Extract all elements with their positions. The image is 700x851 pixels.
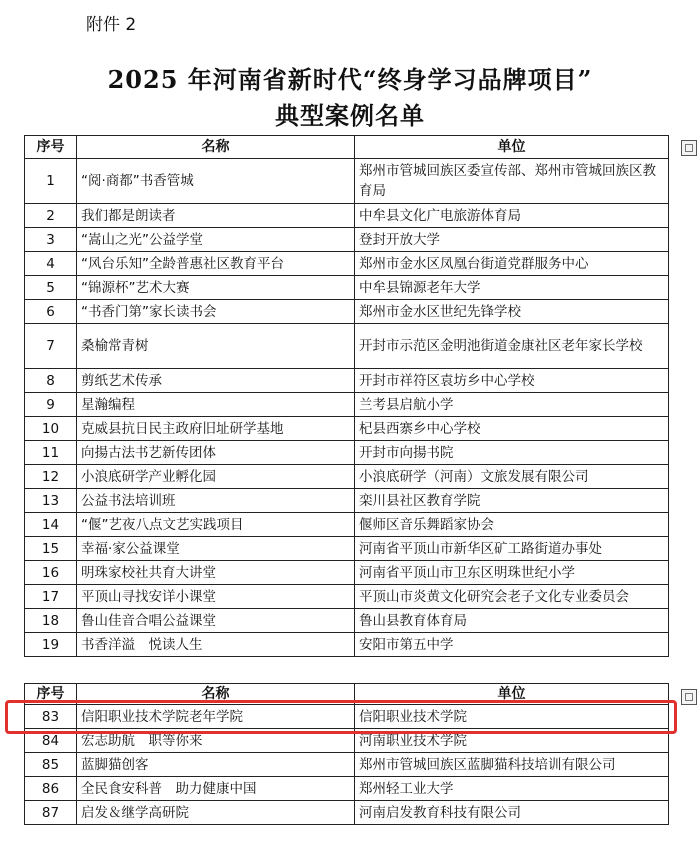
table-row <box>25 585 669 609</box>
table-row <box>25 228 669 252</box>
document-title: 2025 年河南省新时代“终身学习品牌项目” <box>107 65 593 94</box>
row-unit: 郑州轻工业大学 <box>355 777 669 801</box>
row-name: 宏志助航 职等你来 <box>77 729 355 753</box>
row-number: 1 <box>25 159 77 204</box>
row-number: 13 <box>25 489 77 513</box>
row-name: 小浪底研学产业孵化园 <box>77 465 355 489</box>
row-unit: 小浪底研学（河南）文旅发展有限公司 <box>355 465 669 489</box>
table-row <box>25 369 669 393</box>
row-unit: 郑州市金水区世纪先锋学校 <box>355 300 669 324</box>
row-unit: 栾川县社区教育学院 <box>355 489 669 513</box>
document-subtitle: 典型案例名单 <box>275 101 425 130</box>
row-number: 84 <box>25 729 77 753</box>
table-row <box>25 393 669 417</box>
column-header-unit: 单位 <box>355 136 669 159</box>
row-number: 9 <box>25 393 77 417</box>
row-unit: 偃师区音乐舞蹈家协会 <box>355 513 669 537</box>
row-number: 5 <box>25 276 77 300</box>
table-row <box>25 777 669 801</box>
column-header-number: 序号 <box>25 684 77 705</box>
row-number: 86 <box>25 777 77 801</box>
row-number: 12 <box>25 465 77 489</box>
row-name: 星瀚编程 <box>77 393 355 417</box>
table-row <box>25 633 669 657</box>
row-unit: 郑州市管城回族区委宣传部、郑州市管城回族区教育局 <box>355 159 669 204</box>
row-unit: 登封开放大学 <box>355 228 669 252</box>
table-row <box>25 537 669 561</box>
table-row <box>25 801 669 825</box>
row-name: 向揚古法书艺新传团体 <box>77 441 355 465</box>
row-name: 鲁山佳音合唱公益课堂 <box>77 609 355 633</box>
row-number: 83 <box>25 705 77 729</box>
table-row <box>25 465 669 489</box>
row-number: 8 <box>25 369 77 393</box>
row-unit: 平顶山市炎黄文化研究会老子文化专业委员会 <box>355 585 669 609</box>
row-number: 19 <box>25 633 77 657</box>
table-row <box>25 159 669 204</box>
row-number: 11 <box>25 441 77 465</box>
table-row <box>25 204 669 228</box>
row-name: 信阳职业技术学院老年学院 <box>77 705 355 729</box>
row-name: “锦源杯”艺术大赛 <box>77 276 355 300</box>
row-name: 克威县抗日民主政府旧址研学基地 <box>77 417 355 441</box>
table-handle-icon[interactable] <box>681 140 697 156</box>
table-row <box>25 489 669 513</box>
row-name: 剪纸艺术传承 <box>77 369 355 393</box>
row-number: 18 <box>25 609 77 633</box>
row-unit: 郑州市管城回族区蓝脚猫科技培训有限公司 <box>355 753 669 777</box>
highlight-box <box>5 700 677 734</box>
row-number: 17 <box>25 585 77 609</box>
row-number: 4 <box>25 252 77 276</box>
row-unit: 中牟县文化广电旅游体育局 <box>355 204 669 228</box>
row-name: 桑榆常青树 <box>77 324 355 369</box>
row-name: 书香洋溢 悦读人生 <box>77 633 355 657</box>
row-name: 全民食安科普 助力健康中国 <box>77 777 355 801</box>
row-unit: 开封市示范区金明池街道金康社区老年家长学校 <box>355 324 669 369</box>
row-unit: 杞县西寨乡中心学校 <box>355 417 669 441</box>
column-header-unit: 单位 <box>355 684 669 705</box>
row-unit: 开封市向揚书院 <box>355 441 669 465</box>
row-name: “嵩山之光”公益学堂 <box>77 228 355 252</box>
row-unit: 河南省平顶山市新华区矿工路街道办事处 <box>355 537 669 561</box>
column-header-name: 名称 <box>77 684 355 705</box>
row-number: 6 <box>25 300 77 324</box>
row-number: 85 <box>25 753 77 777</box>
row-unit: 河南启发教育科技有限公司 <box>355 801 669 825</box>
row-name: 公益书法培训班 <box>77 489 355 513</box>
row-number: 16 <box>25 561 77 585</box>
row-name: 我们都是朗读者 <box>77 204 355 228</box>
row-unit: 中牟县锦源老年大学 <box>355 276 669 300</box>
table-row <box>25 513 669 537</box>
row-number: 10 <box>25 417 77 441</box>
row-name: 平顶山寻找安详小课堂 <box>77 585 355 609</box>
table-row <box>25 441 669 465</box>
column-header-name: 名称 <box>77 136 355 159</box>
row-number: 15 <box>25 537 77 561</box>
table-row <box>25 753 669 777</box>
row-unit: 河南职业技术学院 <box>355 729 669 753</box>
row-number: 3 <box>25 228 77 252</box>
row-name: “偃”艺夜八点文艺实践项目 <box>77 513 355 537</box>
table-row <box>25 300 669 324</box>
row-unit: 鲁山县教育体育局 <box>355 609 669 633</box>
column-header-number: 序号 <box>25 136 77 159</box>
row-number: 2 <box>25 204 77 228</box>
row-name: 幸福·家公益课堂 <box>77 537 355 561</box>
table-handle-icon[interactable] <box>681 689 697 705</box>
row-unit: 开封市祥符区袁坊乡中心学校 <box>355 369 669 393</box>
row-name: “风台乐知”全龄普惠社区教育平台 <box>77 252 355 276</box>
row-number: 7 <box>25 324 77 369</box>
row-unit: 信阳职业技术学院 <box>355 705 669 729</box>
table-row <box>25 252 669 276</box>
attachment-label: 附件 2 <box>86 15 137 35</box>
table-row <box>25 417 669 441</box>
table-row <box>25 609 669 633</box>
row-unit: 郑州市金水区凤凰台街道党群服务中心 <box>355 252 669 276</box>
table-row <box>25 324 669 369</box>
row-unit: 河南省平顶山市卫东区明珠世纪小学 <box>355 561 669 585</box>
table-row <box>25 276 669 300</box>
case-table-part1 <box>24 135 669 657</box>
row-name: “书香门第”家长读书会 <box>77 300 355 324</box>
row-name: “阅·商都”书香管城 <box>77 159 355 204</box>
row-number: 14 <box>25 513 77 537</box>
row-unit: 安阳市第五中学 <box>355 633 669 657</box>
row-number: 87 <box>25 801 77 825</box>
page-break <box>0 664 700 682</box>
row-unit: 兰考县启航小学 <box>355 393 669 417</box>
row-name: 蓝脚猫创客 <box>77 753 355 777</box>
row-name: 明珠家校社共育大讲堂 <box>77 561 355 585</box>
row-name: 启发＆继学高研院 <box>77 801 355 825</box>
table-row <box>25 561 669 585</box>
